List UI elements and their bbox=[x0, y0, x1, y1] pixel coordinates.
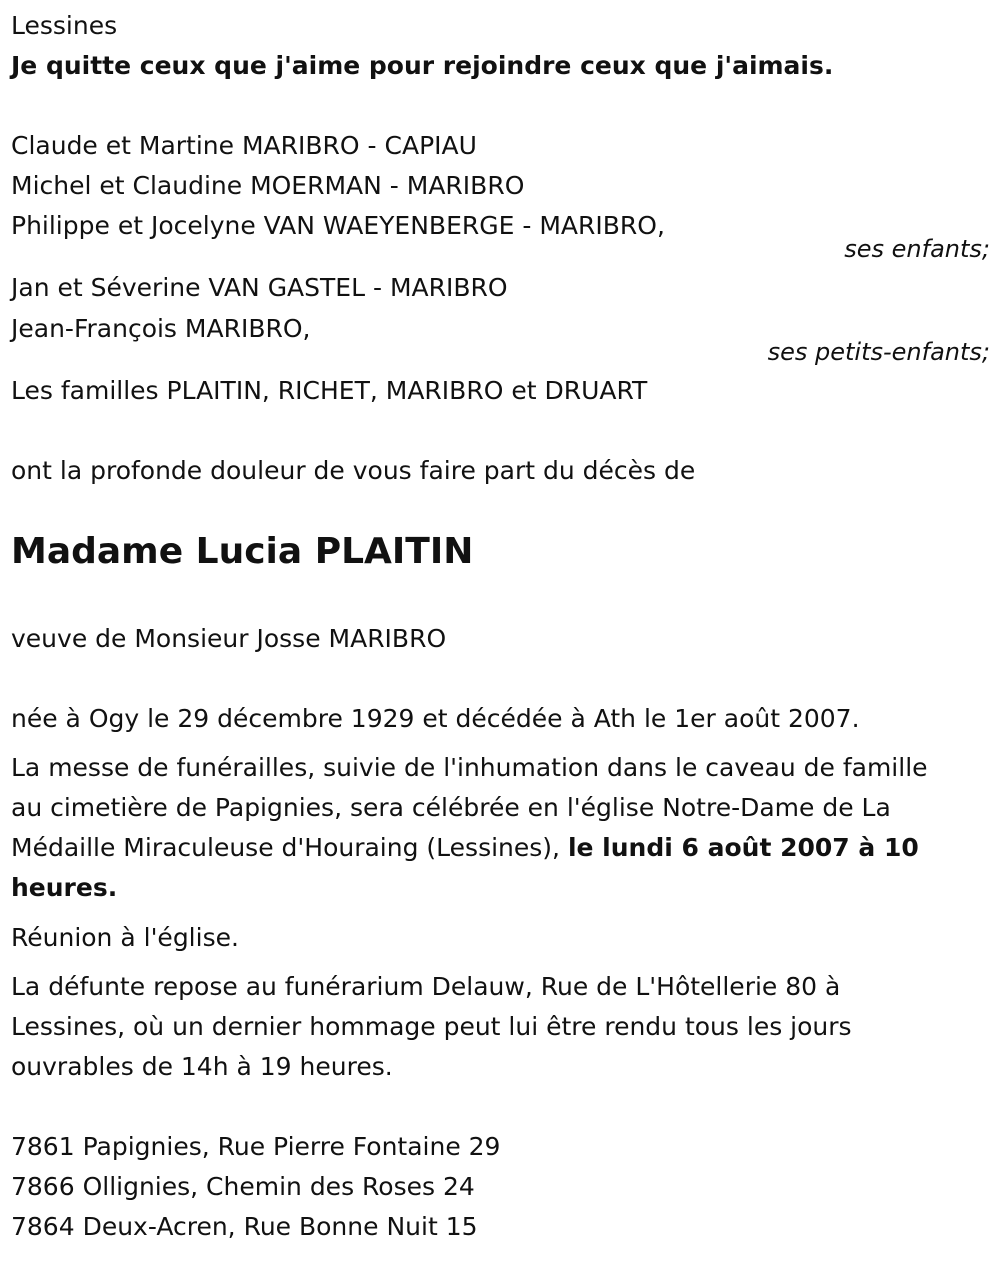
child-line: Michel et Claudine MOERMAN - MARIBRO bbox=[11, 171, 525, 200]
funeral-date: le lundi 6 août 2007 à 10 bbox=[567, 833, 919, 862]
address-line: 7864 Deux-Acren, Rue Bonne Nuit 15 bbox=[11, 1212, 478, 1241]
grandchildren-label: ses petits-enfants; bbox=[767, 338, 990, 366]
child-line: Philippe et Jocelyne VAN WAEYENBERGE - MARIBRO, bbox=[11, 211, 665, 240]
quote: Je quitte ceux que j'aime pour rejoindre ceux que j'aimais. bbox=[11, 51, 834, 80]
grandchild-line: Jean-François MARIBRO, bbox=[11, 314, 311, 343]
funeral-line bbox=[11, 833, 919, 863]
families-line: Les familles PLAITIN, RICHET, MARIBRO et DRUART bbox=[11, 376, 648, 405]
grandchild-line: Jan et Séverine VAN GASTEL - MARIBRO bbox=[11, 273, 508, 302]
meeting-line: Réunion à l'église. bbox=[11, 923, 239, 952]
widow-line: veuve de Monsieur Josse MARIBRO bbox=[11, 624, 447, 653]
town-heading: Lessines bbox=[11, 11, 118, 40]
child-line: Claude et Martine MARIBRO - CAPIAU bbox=[11, 131, 477, 160]
birth-death-dates: née à Ogy le 29 décembre 1929 et décédée à Ath le 1er août 2007. bbox=[11, 704, 860, 733]
repose-line: Lessines, où un dernier hommage peut lui être rendu tous les jours bbox=[11, 1012, 852, 1041]
children-label: ses enfants; bbox=[844, 235, 990, 263]
funeral-text: Médaille Miraculeuse d'Houraing (Lessines), bbox=[11, 833, 568, 862]
address-line: 7861 Papignies, Rue Pierre Fontaine 29 bbox=[11, 1132, 501, 1161]
announcement: ont la profonde douleur de vous faire part du décès de bbox=[11, 456, 696, 485]
funeral-time: heures. bbox=[11, 873, 118, 902]
deceased-name: Madame Lucia PLAITIN bbox=[11, 531, 474, 572]
repose-line: ouvrables de 14h à 19 heures. bbox=[11, 1052, 393, 1081]
funeral-line: La messe de funérailles, suivie de l'inhumation dans le caveau de famille bbox=[11, 753, 928, 782]
repose-line: La défunte repose au funérarium Delauw, Rue de L'Hôtellerie 80 à bbox=[11, 972, 841, 1001]
address-line: 7866 Ollignies, Chemin des Roses 24 bbox=[11, 1172, 475, 1201]
funeral-line: au cimetière de Papignies, sera célébrée en l'église Notre-Dame de La bbox=[11, 793, 891, 822]
